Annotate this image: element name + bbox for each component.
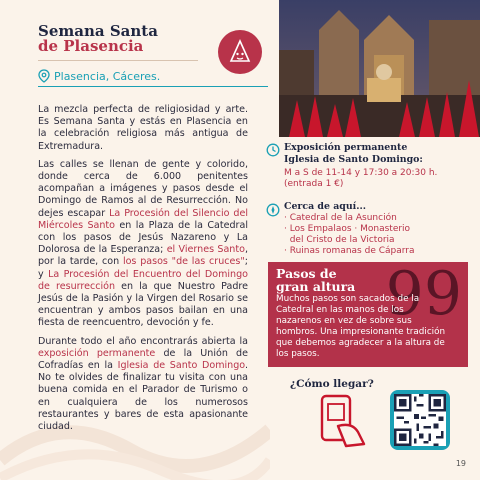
phone-scan-icon (316, 392, 374, 450)
how-to-get-there-label: ¿Cómo llegar? (290, 378, 374, 390)
procession-photo (279, 0, 480, 137)
location-text: Plasencia, Cáceres. (54, 69, 161, 83)
nearby-item: · Los Empalaos · Monasterio (284, 224, 411, 234)
nearby-item: · Catedral de la Asunción (284, 213, 397, 223)
nearby-info (284, 201, 464, 257)
nearby-item: · Ruinas romanas de Cáparra (284, 246, 415, 256)
title-line-2: de Plasencia (38, 37, 144, 55)
page-title (38, 24, 158, 54)
exhibition-title-1: Exposición permanente (284, 142, 408, 153)
title-line-1: Semana Santa (38, 22, 158, 40)
clock-icon (266, 143, 280, 157)
exhibition-info (284, 142, 464, 190)
pasos-callout (268, 259, 468, 367)
page-number: 19 (455, 459, 466, 468)
paragraph-intro: La mezcla perfecta de religiosidad y arte. Es Semana Santa y estás en Plasencia en la celebración religiosa más antigua de Extremadura. (38, 104, 248, 152)
title-divider (38, 60, 198, 61)
compass-icon (266, 203, 280, 217)
pasos-text: Muchos pasos son sacados de la Catedral en las manos de los nazarenos en vez de sobre sus hombros. Una impresionante tradición que debemos agradecer a la altura de los pasos. (276, 294, 446, 359)
map-pin-icon (38, 69, 50, 83)
pasos-title: Pasos de gran altura (276, 266, 356, 294)
nearby-item: del Cristo de la Victoria (284, 235, 395, 245)
paragraph-processions: Las calles se llenan de gente y colorido, donde cerca de 6.000 penitentes acompañan a imágenes y pasos desde el Domingo de Ramos al de Resurrección. No dejes escapar La Procesión del Silencio del Miércoles Santo en la Plaza de la Catedral con los pasos de Jesús Nazareno y La Dolorosa de la Esperanza; el Viernes Santo, por la tarde, con los pasos "de las cruces"; y La Procesión del Encuentro del Domingo de resurrección en la que Nuestro Padre Jesús de la Pasión y la Virgen del Rosario se encuentran y ambos pasos bailan en una fiesta de reencuentro, devoción y fe. (38, 158, 248, 329)
paragraph-exhibition: Durante todo el año encontrarás abierta la exposición permanente de la Unión de Cofradías en la Iglesia de Santo Domingo. No te olvides de finalizar tu visita con una buena comida en el Parador de Turismo o en cualquiera de los numerosos restaurantes y bares de esta apasionante ciudad. (38, 335, 248, 433)
nearby-title: Cerca de aquí... (284, 201, 366, 212)
qr-code[interactable] (390, 390, 450, 450)
quote-mark: 99 (385, 259, 462, 329)
main-body-text (38, 104, 248, 439)
location-line (38, 66, 268, 87)
exhibition-title-2: Iglesia de Santo Domingo: (284, 154, 423, 165)
exhibition-hours: M a S de 11-14 y 17:30 a 20:30 h. (entrada 1 €) (284, 168, 438, 189)
